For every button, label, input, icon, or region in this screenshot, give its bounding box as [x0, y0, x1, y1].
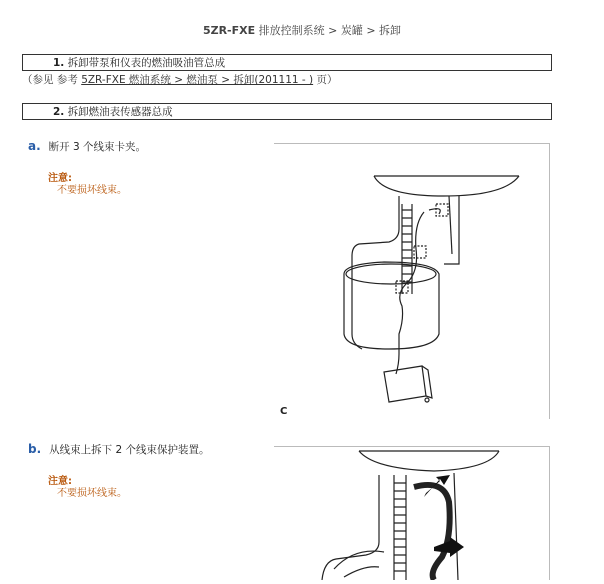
substep-letter: b. [28, 442, 42, 456]
substep-text: 断开 3 个线束卡夹。 [48, 141, 147, 153]
step-title: 拆卸燃油表传感器总成 [67, 106, 173, 118]
reference-note [22, 72, 337, 87]
step-number: 1. [53, 57, 65, 69]
breadcrumb-model: 5ZR-FXE [202, 24, 256, 37]
note-text: 不要损坏线束。 [57, 185, 127, 196]
step-2-box [22, 103, 552, 120]
note-text: 不要损坏线束。 [57, 488, 127, 499]
substep-letter: a. [28, 139, 41, 153]
figure-label: C [280, 406, 288, 417]
note-title: 注意: [48, 173, 72, 184]
breadcrumb-path: 排放控制系统 > 炭罐 > 拆卸 [258, 24, 402, 37]
substep-b [28, 442, 210, 457]
note-title: 注意: [48, 476, 72, 487]
breadcrumb [0, 22, 604, 38]
reference-link[interactable]: 5ZR-FXE 燃油系统 > 燃油泵 > 拆卸(201111 - ) [81, 74, 314, 86]
fuel-pump-illustration [274, 144, 549, 419]
reference-suffix: 页） [313, 74, 338, 86]
substep-text: 从线束上拆下 2 个线束保护装置。 [49, 444, 210, 456]
figure-fuel-sender-clamps [274, 143, 550, 419]
substep-a [28, 139, 146, 154]
figure-harness-protectors [274, 446, 550, 580]
reference-prefix: （参见 参考 [22, 74, 82, 86]
harness-protector-illustration [274, 447, 549, 580]
step-number: 2. [53, 106, 65, 118]
step-title: 拆卸带泵和仪表的燃油吸油管总成 [67, 57, 226, 69]
step-1-box [22, 54, 552, 71]
